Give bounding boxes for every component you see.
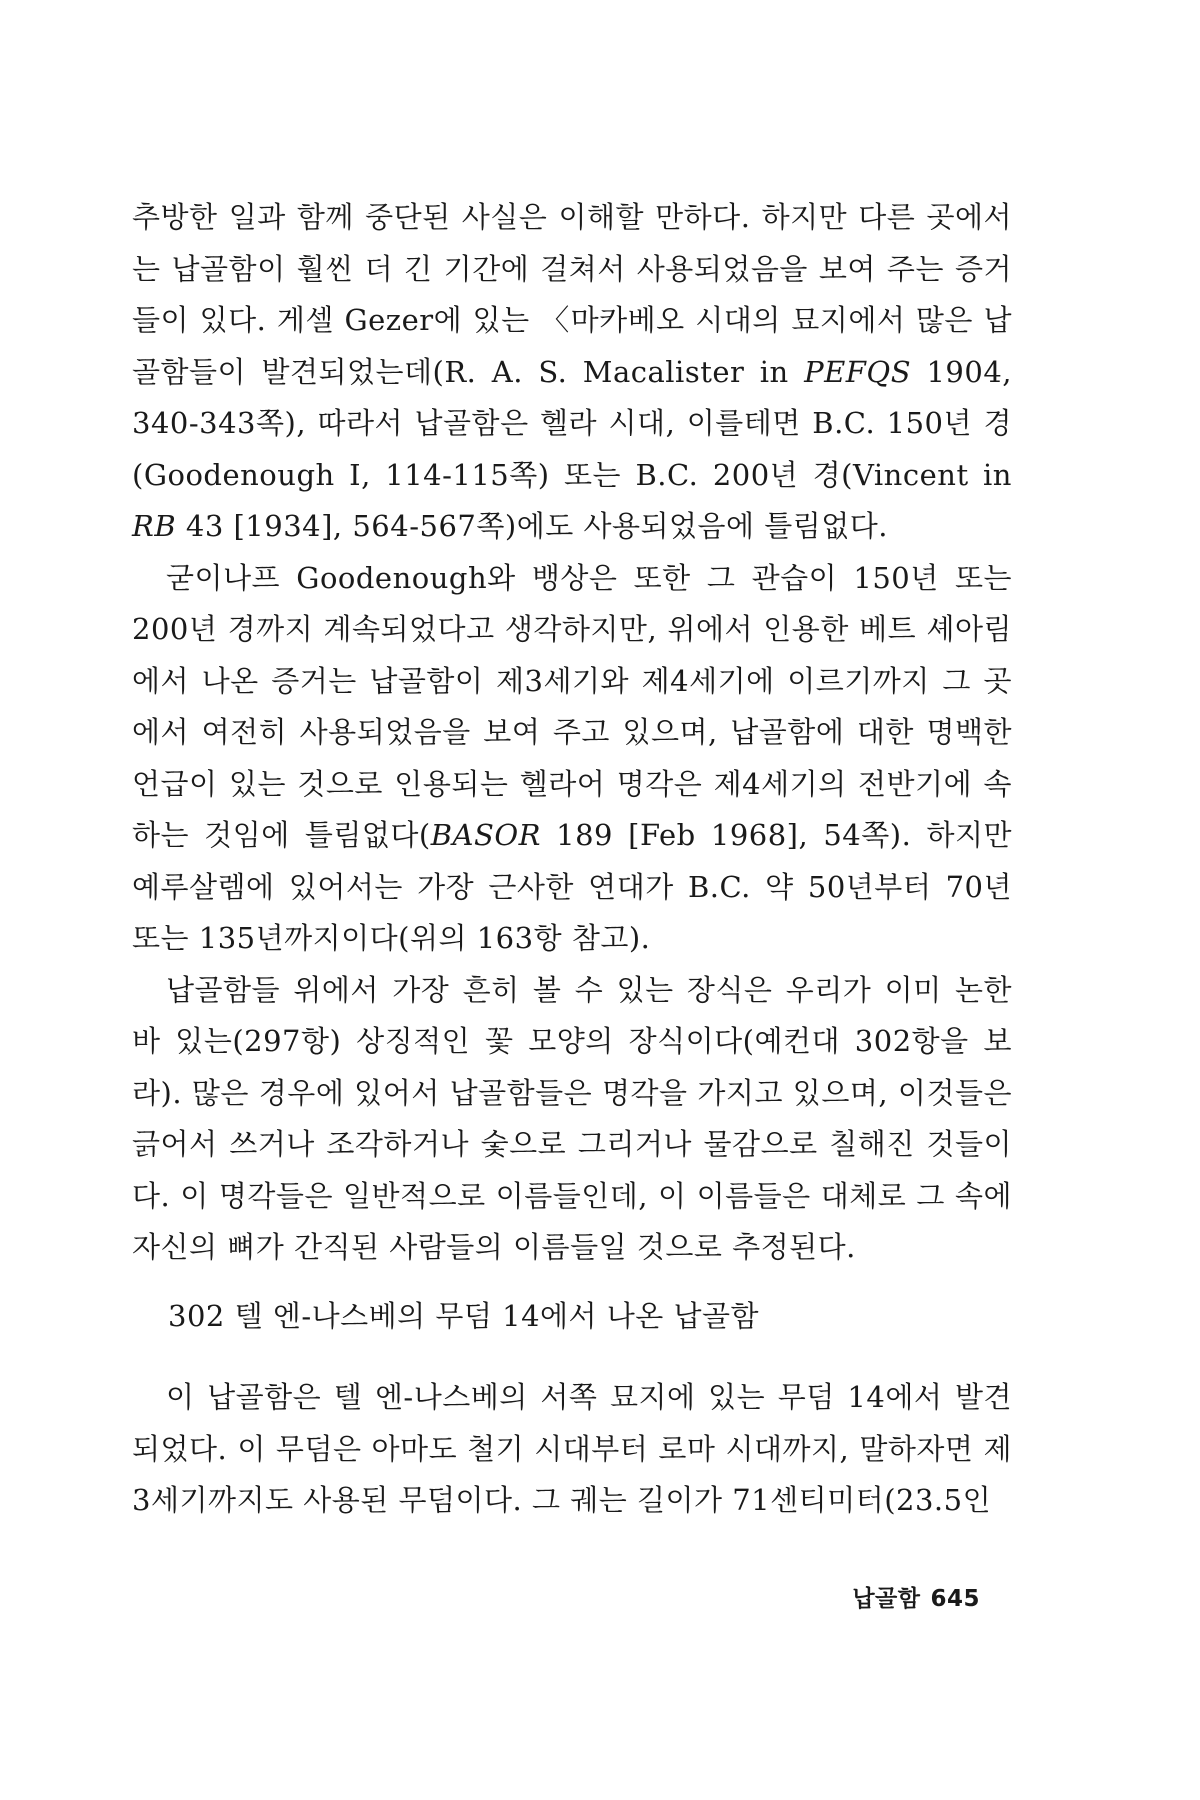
paragraph-text: 추방한 일과 함께 중단된 사실은 이해할 만하다. 하지만 다른 곳에서는 납골함이 훨씬 더 긴 기간에 걸쳐서 사용되었음을 보여 주는 증거들이 있다. 게셀 Gezer에 있는 〈마카베오 시대의 묘지에서 많은 납골함들이 발견되었는데(R. A. S. Macalister in (132, 200, 1012, 389)
paragraph-text: 1904, 340-343쪽), 따라서 납골함은 헬라 시대, 이를테면 B.C. 150년 경(Goodenough I, 114-115쪽) 또는 B.C. 200년 경(Vincent in (132, 354, 1012, 492)
paragraph-continuation (132, 192, 1012, 553)
paragraph (132, 553, 1012, 965)
page-number: 645 (930, 1586, 980, 1612)
journal-abbrev: BASOR (430, 818, 541, 852)
main-text (132, 192, 1012, 1274)
running-title: 납골함 (852, 1586, 921, 1612)
paragraph-text: 43 [1934], 564-567쪽)에도 사용되었음에 틀림없다. (176, 509, 889, 543)
paragraph: 납골함들 위에서 가장 흔히 볼 수 있는 장식은 우리가 이미 논한 바 있는(297항) 상징적인 꽃 모양의 장식이다(예컨대 302항을 보라). 많은 경우에 있어서 납골함들은 명각을 가지고 있으며, 이것들은 긁어서 쓰거나 조각하거나 숯으로 그리거나 물감으로 칠해진 것들이다. 이 명각들은 일반적으로 이름들인데, 이 이름들은 대체로 그 속에 자신의 뼈가 간직된 사람들의 이름들일 것으로 추정된다. (132, 972, 1012, 1264)
journal-abbrev: RB (132, 509, 177, 543)
section-heading: 302 텔 엔-나스베의 무덤 14에서 나온 납골함 (168, 1299, 760, 1333)
paragraph-text: 굳이나프 Goodenough와 뱅상은 또한 그 관습이 150년 또는 200년 경까지 계속되었다고 생각하지만, 위에서 인용한 베트 셰아림에서 나온 증거는 납골함이 제3세기와 제4세기에 이르기까지 그 곳에서 여전히 사용되었음을 보여 주고 있으며, 납골함에 대한 명백한 언급이 있는 것으로 인용되는 헬라어 명각은 제4세기의 전반기에 속하는 것임에 틀림없다( (132, 560, 1012, 852)
paragraph: 이 납골함은 텔 엔-나스베의 서쪽 묘지에 있는 무덤 14에서 발견되었다. 이 무덤은 아마도 철기 시대부터 로마 시대까지, 말하자면 제3세기까지도 사용된 무덤이다. 그 궤는 길이가 71센티미터(23.5인 (132, 1380, 1012, 1517)
page-footer (852, 1580, 980, 1613)
section-text (132, 1372, 1012, 1527)
paragraph-text: 189 [Feb 1968], 54쪽). 하지만 예루살렘에 있어서는 가장 근사한 연대가 B.C. 약 50년부터 70년 또는 135년까지이다(위의 163항 참고). (132, 818, 1012, 955)
journal-abbrev: PEFQS (804, 354, 912, 389)
